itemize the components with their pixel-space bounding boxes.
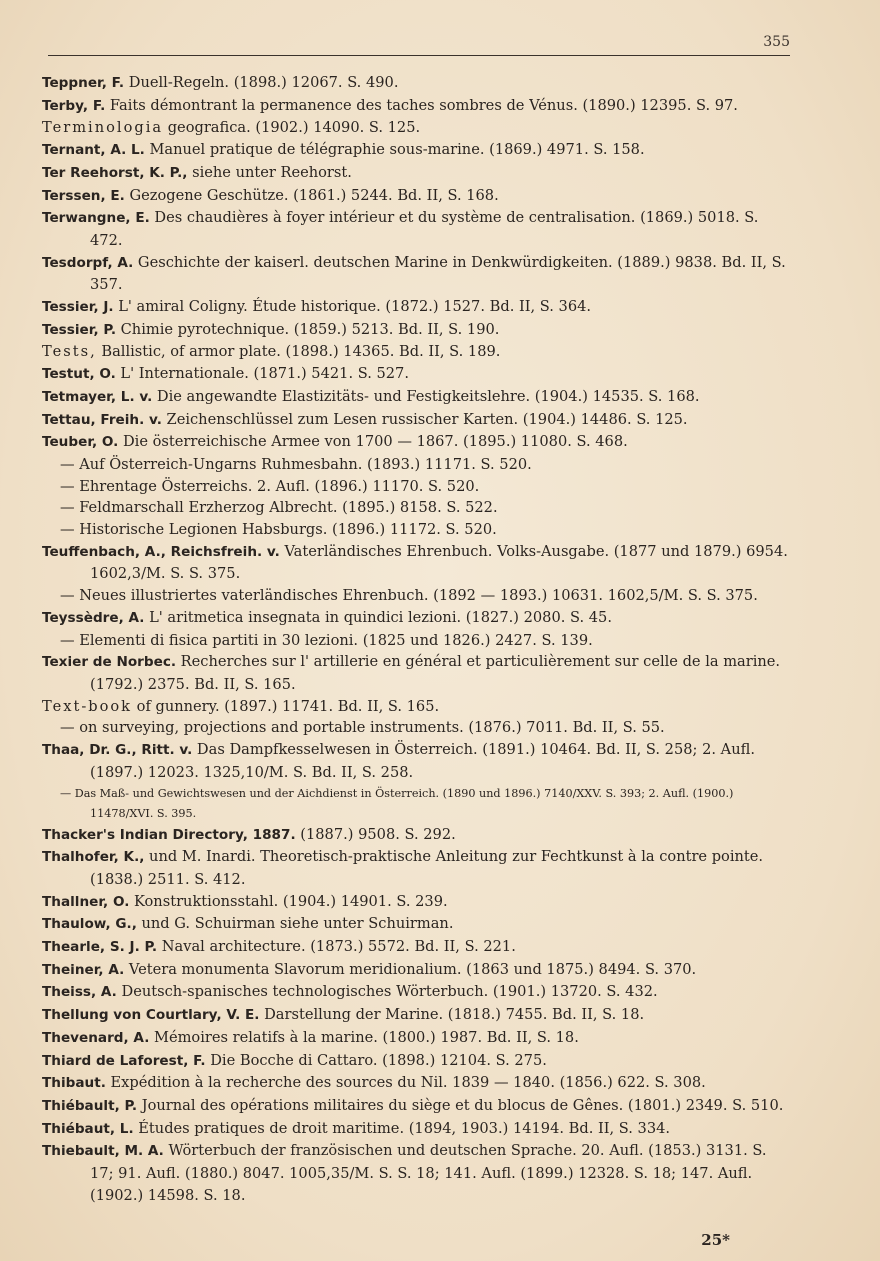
entry-text: Darstellung der Marine. (1818.) 7455. Bd. II, S. 18. — [259, 1006, 645, 1024]
index-entry — [40, 696, 792, 718]
index-entry — [40, 1050, 792, 1073]
index-entry — [40, 139, 792, 162]
entry-headword: Ter Reehorst, K. P., — [42, 164, 188, 181]
entry-text: Wörterbuch der französischen und deutschen Sprache. 20. Aufl. (1853.) 3131. S. 17; 91. Aufl. (1880.) 8047. 1005,35/M. S. S. 18; 141. Aufl. (1899.) 12328. S. 18; 147. Aufl. (1902.) 14598. S. 18. — [90, 1142, 767, 1204]
index-entry — [40, 386, 792, 409]
entry-text: und M. Inardi. Theoretisch-praktische Anleitung zur Fechtkunst à la contre pointe. (1838.) 2511. S. 412. — [90, 848, 764, 888]
index-entry — [40, 541, 792, 585]
entry-headword: Thalhofer, K., — [42, 849, 145, 866]
entry-headword: Tessier, J. — [42, 299, 114, 316]
entry-headword: Theiss, A. — [42, 984, 117, 1001]
entry-text: siehe unter Reehorst. — [187, 163, 352, 181]
entry-text: — on surveying, projections and portable instruments. (1876.) 7011. Bd. II, S. 55. — [60, 719, 665, 737]
index-entry — [40, 1118, 792, 1141]
entry-text: — Elementi di fisica partiti in 30 lezioni. (1825 und 1826.) 2427. S. 139. — [60, 631, 593, 649]
index-entry — [40, 846, 792, 890]
entry-text: Geschichte der kaiserl. deutschen Marine in Denkwürdigkeiten. (1889.) 9838. Bd. II, S. 357. — [90, 253, 786, 294]
index-entry — [40, 824, 792, 847]
index-entry — [40, 891, 792, 914]
entry-headword: Ternant, A. L. — [42, 142, 145, 159]
entry-headword: Teppner, F. — [42, 75, 125, 91]
index-entry — [40, 497, 792, 519]
index-entry — [40, 296, 792, 319]
entry-text: Duell-Regeln. (1898.) 12067. S. 490. — [124, 74, 399, 91]
entry-text: of gunnery. (1897.) 11741. Bd. II, S. 165. — [132, 697, 440, 715]
index-entry — [40, 319, 792, 342]
index-entry — [40, 454, 792, 476]
entry-headword: Tettau, Freih. v. — [42, 411, 162, 428]
header-rule — [48, 55, 790, 56]
index-entry — [40, 784, 792, 824]
entry-text: geografica. (1902.) 14090. S. 125. — [163, 119, 421, 137]
index-entry — [40, 363, 792, 386]
entry-text: — Das Maß- und Gewichtswesen und der Aichdienst in Österreich. (1890 und 1896.) 7140/XXV. S. 393; 2. Aufl. (1900.) 11478/XVI. S. 395. — [60, 786, 734, 820]
entry-text: L' aritmetica insegnata in quindici lezioni. (1827.) 2080. S. 45. — [144, 608, 612, 626]
index-entry — [40, 341, 792, 363]
entry-headword: Terby, F. — [42, 97, 106, 114]
entry-headword: Terminologia — [42, 119, 164, 137]
index-entry — [40, 476, 792, 498]
entry-headword: Tessier, P. — [42, 321, 116, 338]
index-entry — [40, 162, 792, 185]
page-number: 355 — [763, 34, 790, 50]
entry-headword: Teyssèdre, A. — [42, 609, 145, 626]
index-entry — [40, 630, 792, 652]
entry-text: Das Dampfkesselwesen in Österreich. (1891.) 10464. Bd. II, S. 258; 2. Aufl. (1897.) 12023. 1325,10/M. S. Bd. II, S. 258. — [90, 741, 755, 781]
entry-text: Zeichenschlüssel zum Lesen russischer Karten. (1904.) 14486. S. 125. — [161, 410, 688, 428]
entry-text: — Historische Legionen Habsburgs. (1896.) 11172. S. 520. — [60, 521, 497, 539]
entry-text: Deutsch-spanisches technologisches Wörterbuch. (1901.) 13720. S. 432. — [116, 983, 658, 1001]
index-entry — [40, 981, 792, 1004]
entry-headword: Thaulow, G., — [42, 916, 137, 933]
entry-text: Études pratiques de droit maritime. (1894, 1903.) 14194. Bd. II, S. 334. — [133, 1119, 671, 1137]
entry-text: Mémoires relatifs à la marine. (1800.) 1987. Bd. II, S. 18. — [149, 1028, 579, 1046]
entry-text: Expédition à la recherche des sources du Nil. 1839 — 1840. (1856.) 622. S. 308. — [105, 1074, 706, 1092]
entry-text: Die österreichische Armee von 1700 — 1867. (1895.) 11080. S. 468. — [118, 433, 628, 451]
index-entry — [40, 185, 792, 208]
index-entry — [40, 95, 792, 118]
entry-headword: Thallner, O. — [42, 893, 130, 910]
entry-headword: Teuber, O. — [42, 434, 119, 451]
entry-text: Journal des opérations militaires du siège et du blocus de Gênes. (1801.) 2349. S. 510. — [137, 1096, 784, 1114]
entry-text: Die angewandte Elastizitäts- und Festigkeitslehre. (1904.) 14535. S. 168. — [152, 387, 700, 405]
entry-text: — Auf Österreich-Ungarns Ruhmesbahn. (1893.) 11171. S. 520. — [60, 455, 532, 473]
entry-text: Ballistic, of armor plate. (1898.) 14365. Bd. II, S. 189. — [96, 343, 501, 361]
entry-text: L' amiral Coligny. Étude historique. (1872.) 1527. Bd. II, S. 364. — [113, 298, 592, 316]
index-entry — [40, 585, 792, 607]
entry-headword: Thiébault, P. — [42, 1097, 138, 1114]
entry-text: Konstruktionsstahl. (1904.) 14901. S. 239. — [129, 892, 448, 910]
entry-text: Naval architecture. (1873.) 5572. Bd. II, S. 221. — [157, 938, 516, 956]
index-entry — [40, 607, 792, 630]
entry-headword: Text-book — [42, 697, 133, 715]
entry-text: Gezogene Geschütze. (1861.) 5244. Bd. II, S. 168. — [124, 186, 499, 204]
index-entry — [40, 1004, 792, 1027]
entry-text: — Neues illustriertes vaterländisches Ehrenbuch. (1892 — 1893.) 10631. 1602,5/M. S. S. 375. — [60, 587, 758, 605]
entry-headword: Thiebault, M. A. — [42, 1143, 164, 1160]
index-entry — [40, 936, 792, 959]
entry-headword: Thellung von Courtlary, V. E. — [42, 1007, 260, 1024]
index-entries — [40, 72, 792, 1206]
entry-headword: Tesdorpf, A. — [42, 254, 134, 271]
entry-headword: Terwangne, E. — [42, 210, 150, 227]
entry-text: Manuel pratique de télégraphie sous-marine. (1869.) 4971. S. 158. — [144, 141, 645, 159]
entry-headword: Thiébaut, L. — [42, 1120, 134, 1137]
index-entry — [40, 72, 792, 95]
entry-headword: Thaa, Dr. G., Ritt. v. — [42, 742, 193, 759]
entry-text: Vaterländisches Ehrenbuch. Volks-Ausgabe. (1877 und 1879.) 6954. 1602,3/M. S. S. 375. — [90, 542, 788, 583]
entry-text: L' Internationale. (1871.) 5421. S. 527. — [115, 365, 409, 383]
sheet-signature: 25* — [701, 1231, 730, 1249]
entry-text: Faits démontrant la permanence des taches sombres de Vénus. (1890.) 12395. S. 97. — [105, 96, 738, 114]
index-entry — [40, 519, 792, 541]
entry-headword: Texier de Norbec. — [42, 654, 177, 671]
index-entry — [40, 651, 792, 695]
entry-text: (1887.) 9508. S. 292. — [295, 825, 456, 843]
entry-headword: Tests, — [42, 343, 97, 361]
index-entry — [40, 409, 792, 432]
index-entry — [40, 959, 792, 982]
entry-headword: Thearle, S. J. P. — [42, 939, 158, 956]
entry-headword: Thacker's Indian Directory, 1887. — [42, 826, 296, 843]
entry-headword: Teuffenbach, A., Reichsfreih. v. — [42, 543, 280, 560]
entry-headword: Thibaut. — [42, 1075, 106, 1092]
index-entry — [40, 207, 792, 251]
entry-headword: Terssen, E. — [42, 187, 125, 204]
entry-text: und G. Schuirman siehe unter Schuirman. — [136, 915, 454, 933]
entry-headword: Testut, O. — [42, 366, 116, 383]
entry-text: Chimie pyrotechnique. (1859.) 5213. Bd. II, S. 190. — [115, 320, 500, 338]
entry-text: Vetera monumenta Slavorum meridionalium. (1863 und 1875.) 8494. S. 370. — [124, 960, 697, 978]
entry-text: Recherches sur l' artillerie en général et particulièrement sur celle de la marine. (1792.) 2375. Bd. II, S. 165. — [90, 653, 781, 693]
index-entry — [40, 913, 792, 936]
entry-headword: Thiard de Laforest, F. — [42, 1052, 206, 1069]
entry-text: Des chaudières à foyer intérieur et du système de centralisation. (1869.) 5018. S. 472. — [90, 209, 759, 249]
entry-headword: Thevenard, A. — [42, 1029, 150, 1046]
index-entry — [40, 431, 792, 454]
entry-headword: Theiner, A. — [42, 961, 125, 978]
index-entry — [40, 252, 792, 296]
index-entry — [40, 1027, 792, 1050]
entry-headword: Tetmayer, L. v. — [42, 388, 153, 405]
index-entry — [40, 717, 792, 739]
index-entry — [40, 1140, 792, 1206]
index-entry — [40, 1072, 792, 1095]
entry-text: Die Bocche di Cattaro. (1898.) 12104. S. 275. — [205, 1051, 547, 1069]
entry-text: — Ehrentage Österreichs. 2. Aufl. (1896.) 11170. S. 520. — [60, 477, 480, 495]
entry-text: — Feldmarschall Erzherzog Albrecht. (1895.) 8158. S. 522. — [60, 499, 498, 517]
index-entry — [40, 1095, 792, 1118]
index-entry — [40, 739, 792, 783]
index-entry — [40, 117, 792, 139]
